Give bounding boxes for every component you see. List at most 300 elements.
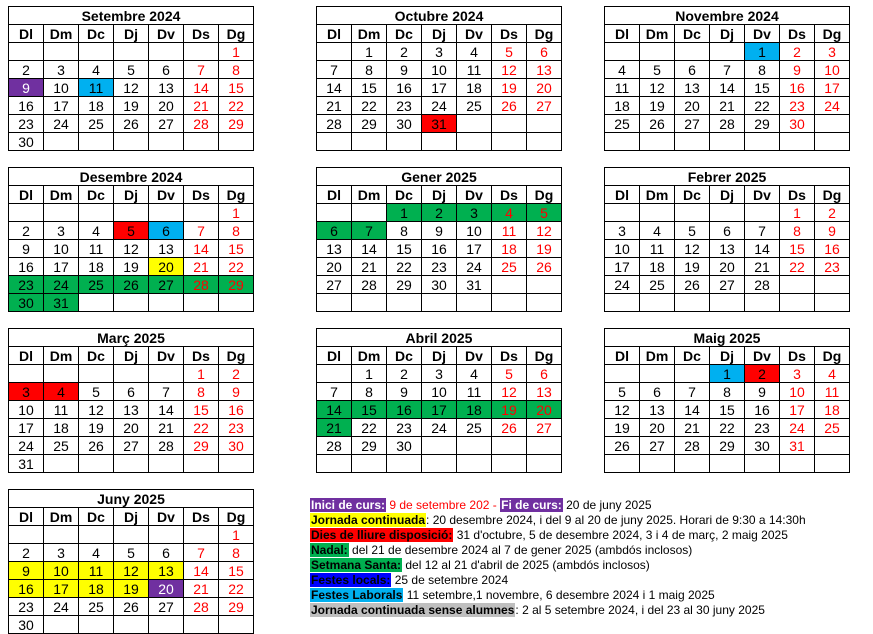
empty-cell xyxy=(184,616,219,634)
day-cell: 28 xyxy=(745,276,780,294)
empty-cell xyxy=(114,455,149,473)
day-cell: 2 xyxy=(815,204,850,222)
weekday-header: Dj xyxy=(422,186,457,204)
day-cell: 6 xyxy=(640,383,675,401)
weekday-header: Dc xyxy=(387,347,422,365)
day-cell: 29 xyxy=(219,276,254,294)
day-cell: 3 xyxy=(780,365,815,383)
empty-cell xyxy=(605,365,640,383)
day-cell: 16 xyxy=(9,97,44,115)
day-cell: 7 xyxy=(745,222,780,240)
weekday-header: Dl xyxy=(605,25,640,43)
day-cell: 25 xyxy=(457,97,492,115)
day-cell: 14 xyxy=(675,401,710,419)
day-cell: 5 xyxy=(114,61,149,79)
weekday-header: Dv xyxy=(457,25,492,43)
day-cell: 23 xyxy=(9,276,44,294)
day-cell: 6 xyxy=(114,383,149,401)
empty-cell xyxy=(640,133,675,151)
day-cell: 12 xyxy=(675,240,710,258)
day-cell: 21 xyxy=(710,97,745,115)
day-cell: 26 xyxy=(79,437,114,455)
fi-text: 20 de juny 2025 xyxy=(562,498,652,512)
empty-cell xyxy=(815,115,850,133)
day-cell: 10 xyxy=(780,383,815,401)
day-cell: 20 xyxy=(710,258,745,276)
day-cell: 2 xyxy=(219,365,254,383)
empty-cell xyxy=(640,204,675,222)
day-cell: 2 xyxy=(9,222,44,240)
weekday-header: Dm xyxy=(44,186,79,204)
weekday-header: Dg xyxy=(527,347,562,365)
day-cell: 18 xyxy=(605,97,640,115)
empty-cell xyxy=(114,204,149,222)
day-cell: 14 xyxy=(710,79,745,97)
weekday-header: Dv xyxy=(745,347,780,365)
day-cell: 20 xyxy=(149,258,184,276)
day-cell: 8 xyxy=(780,222,815,240)
empty-cell xyxy=(492,437,527,455)
day-cell: 8 xyxy=(219,61,254,79)
day-cell: 27 xyxy=(675,115,710,133)
day-cell: 30 xyxy=(9,133,44,151)
day-cell: 17 xyxy=(815,79,850,97)
empty-cell xyxy=(675,43,710,61)
day-cell: 4 xyxy=(605,61,640,79)
day-cell: 27 xyxy=(149,598,184,616)
empty-cell xyxy=(492,133,527,151)
empty-cell xyxy=(317,43,352,61)
day-cell: 20 xyxy=(527,79,562,97)
day-cell: 2 xyxy=(9,61,44,79)
day-cell: 30 xyxy=(780,115,815,133)
day-cell: 26 xyxy=(114,115,149,133)
day-cell: 13 xyxy=(640,401,675,419)
day-cell: 4 xyxy=(79,222,114,240)
legend-row-lliure xyxy=(310,528,806,543)
day-cell: 22 xyxy=(745,97,780,115)
day-cell: 26 xyxy=(527,258,562,276)
weekday-header: Dg xyxy=(219,186,254,204)
day-cell: 31 xyxy=(9,455,44,473)
day-cell: 27 xyxy=(149,276,184,294)
weekday-header: Ds xyxy=(184,186,219,204)
empty-cell xyxy=(114,616,149,634)
empty-cell xyxy=(184,455,219,473)
day-cell: 6 xyxy=(675,61,710,79)
day-cell: 19 xyxy=(114,258,149,276)
day-cell: 9 xyxy=(422,222,457,240)
empty-cell xyxy=(745,294,780,312)
day-cell: 9 xyxy=(9,562,44,580)
month-calendar xyxy=(604,328,850,473)
day-cell: 1 xyxy=(352,43,387,61)
empty-cell xyxy=(710,133,745,151)
day-cell: 5 xyxy=(605,383,640,401)
month-calendar xyxy=(316,6,562,151)
legend xyxy=(310,498,806,618)
empty-cell xyxy=(317,294,352,312)
weekday-header: Dj xyxy=(114,186,149,204)
day-cell: 29 xyxy=(184,437,219,455)
day-cell: 31 xyxy=(457,276,492,294)
empty-cell xyxy=(114,526,149,544)
empty-cell xyxy=(352,455,387,473)
day-cell: 3 xyxy=(422,365,457,383)
weekday-header: Dm xyxy=(44,25,79,43)
empty-cell xyxy=(815,133,850,151)
day-cell: 22 xyxy=(710,419,745,437)
empty-cell xyxy=(815,276,850,294)
day-cell: 15 xyxy=(387,240,422,258)
weekday-header: Dm xyxy=(640,25,675,43)
day-cell: 13 xyxy=(149,240,184,258)
weekday-header: Dl xyxy=(605,186,640,204)
empty-cell xyxy=(675,294,710,312)
day-cell: 22 xyxy=(219,580,254,598)
day-cell: 16 xyxy=(422,240,457,258)
day-cell: 19 xyxy=(114,97,149,115)
weekday-header: Dg xyxy=(815,25,850,43)
empty-cell xyxy=(317,204,352,222)
day-cell: 23 xyxy=(422,258,457,276)
day-cell: 1 xyxy=(219,204,254,222)
empty-cell xyxy=(815,455,850,473)
weekday-header: Dl xyxy=(317,25,352,43)
day-cell: 14 xyxy=(745,240,780,258)
day-cell: 23 xyxy=(780,97,815,115)
day-cell: 22 xyxy=(184,419,219,437)
empty-cell xyxy=(219,133,254,151)
day-cell: 9 xyxy=(387,383,422,401)
locals-label: Festes locals: xyxy=(311,573,391,587)
day-cell: 28 xyxy=(184,598,219,616)
day-cell: 9 xyxy=(219,383,254,401)
day-cell: 16 xyxy=(387,401,422,419)
day-cell: 8 xyxy=(352,61,387,79)
weekday-header: Dc xyxy=(387,186,422,204)
empty-cell xyxy=(44,455,79,473)
day-cell: 18 xyxy=(457,79,492,97)
empty-cell xyxy=(114,133,149,151)
weekday-header: Dl xyxy=(9,508,44,526)
empty-cell xyxy=(422,133,457,151)
day-cell: 5 xyxy=(114,222,149,240)
month-title: Maig 2025 xyxy=(605,329,850,347)
weekday-header: Dg xyxy=(219,508,254,526)
day-cell: 1 xyxy=(387,204,422,222)
day-cell: 29 xyxy=(352,115,387,133)
day-cell: 17 xyxy=(780,401,815,419)
empty-cell xyxy=(79,43,114,61)
legend-row-locals xyxy=(310,573,806,588)
empty-cell xyxy=(527,437,562,455)
day-cell: 19 xyxy=(492,79,527,97)
day-cell: 3 xyxy=(815,43,850,61)
day-cell: 28 xyxy=(149,437,184,455)
weekday-header: Dc xyxy=(675,25,710,43)
empty-cell xyxy=(640,294,675,312)
empty-cell xyxy=(317,133,352,151)
day-cell: 30 xyxy=(745,437,780,455)
nadal-text: del 21 de desembre 2024 al 7 de gener 2025 (ambdós inclosos) xyxy=(348,543,693,557)
day-cell: 7 xyxy=(317,383,352,401)
empty-cell xyxy=(710,204,745,222)
day-cell: 28 xyxy=(352,276,387,294)
day-cell: 15 xyxy=(352,401,387,419)
legend-row-inici xyxy=(310,498,806,513)
day-cell: 7 xyxy=(149,383,184,401)
month-calendar xyxy=(8,489,254,634)
day-cell: 4 xyxy=(79,61,114,79)
empty-cell xyxy=(149,526,184,544)
month-title: Novembre 2024 xyxy=(605,7,850,25)
day-cell: 13 xyxy=(710,240,745,258)
laborals-label: Festes Laborals xyxy=(311,588,403,602)
weekday-header: Dc xyxy=(79,25,114,43)
day-cell: 24 xyxy=(605,276,640,294)
empty-cell xyxy=(79,455,114,473)
day-cell: 8 xyxy=(710,383,745,401)
day-cell: 15 xyxy=(710,401,745,419)
day-cell: 16 xyxy=(815,240,850,258)
day-cell: 17 xyxy=(605,258,640,276)
empty-cell xyxy=(184,43,219,61)
day-cell: 29 xyxy=(219,598,254,616)
empty-cell xyxy=(44,133,79,151)
month-calendar xyxy=(604,6,850,151)
empty-cell xyxy=(780,133,815,151)
day-cell: 14 xyxy=(184,240,219,258)
day-cell: 5 xyxy=(492,43,527,61)
day-cell: 18 xyxy=(79,258,114,276)
weekday-header: Dm xyxy=(352,25,387,43)
month-title: Setembre 2024 xyxy=(9,7,254,25)
weekday-header: Dc xyxy=(387,25,422,43)
day-cell: 5 xyxy=(527,204,562,222)
day-cell: 14 xyxy=(184,79,219,97)
day-cell: 2 xyxy=(745,365,780,383)
day-cell: 8 xyxy=(219,222,254,240)
day-cell: 26 xyxy=(605,437,640,455)
month-title: Abril 2025 xyxy=(317,329,562,347)
day-cell: 13 xyxy=(149,562,184,580)
day-cell: 23 xyxy=(219,419,254,437)
month-calendar xyxy=(604,167,850,312)
empty-cell xyxy=(605,133,640,151)
day-cell: 11 xyxy=(44,401,79,419)
day-cell: 21 xyxy=(352,258,387,276)
empty-cell xyxy=(149,133,184,151)
day-cell: 23 xyxy=(387,97,422,115)
day-cell: 13 xyxy=(675,79,710,97)
empty-cell xyxy=(675,365,710,383)
weekday-header: Dg xyxy=(219,347,254,365)
day-cell: 25 xyxy=(79,598,114,616)
empty-cell xyxy=(317,455,352,473)
empty-cell xyxy=(492,294,527,312)
day-cell: 21 xyxy=(149,419,184,437)
day-cell: 25 xyxy=(79,276,114,294)
day-cell: 10 xyxy=(44,562,79,580)
day-cell: 22 xyxy=(780,258,815,276)
month-calendar xyxy=(8,167,254,312)
weekday-header: Dm xyxy=(44,508,79,526)
day-cell: 11 xyxy=(457,61,492,79)
day-cell: 25 xyxy=(815,419,850,437)
day-cell: 9 xyxy=(387,61,422,79)
day-cell: 19 xyxy=(675,258,710,276)
weekday-header: Dj xyxy=(422,25,457,43)
day-cell: 15 xyxy=(352,79,387,97)
day-cell: 9 xyxy=(9,240,44,258)
weekday-header: Ds xyxy=(780,25,815,43)
day-cell: 8 xyxy=(387,222,422,240)
day-cell: 21 xyxy=(184,97,219,115)
weekday-header: Dl xyxy=(317,347,352,365)
weekday-header: Dj xyxy=(710,347,745,365)
empty-cell xyxy=(317,365,352,383)
weekday-header: Ds xyxy=(780,186,815,204)
day-cell: 29 xyxy=(710,437,745,455)
day-cell: 18 xyxy=(815,401,850,419)
empty-cell xyxy=(184,526,219,544)
empty-cell xyxy=(219,616,254,634)
empty-cell xyxy=(457,294,492,312)
day-cell: 9 xyxy=(780,61,815,79)
locals-text: 25 de setembre 2024 xyxy=(391,573,509,587)
day-cell: 20 xyxy=(114,419,149,437)
day-cell: 11 xyxy=(457,383,492,401)
empty-cell xyxy=(149,43,184,61)
weekday-header: Dg xyxy=(527,186,562,204)
day-cell: 6 xyxy=(149,61,184,79)
day-cell: 17 xyxy=(44,258,79,276)
empty-cell xyxy=(492,455,527,473)
empty-cell xyxy=(675,133,710,151)
day-cell: 27 xyxy=(317,276,352,294)
day-cell: 19 xyxy=(492,401,527,419)
day-cell: 12 xyxy=(114,562,149,580)
lliure-label: Dies de lliure disposició: xyxy=(311,528,453,542)
day-cell: 13 xyxy=(527,61,562,79)
fi-label: Fi de curs: xyxy=(501,498,562,512)
day-cell: 17 xyxy=(422,401,457,419)
day-cell: 4 xyxy=(457,43,492,61)
day-cell: 14 xyxy=(149,401,184,419)
day-cell: 3 xyxy=(44,61,79,79)
weekday-header: Dv xyxy=(745,186,780,204)
weekday-header: Dj xyxy=(422,347,457,365)
day-cell: 16 xyxy=(387,79,422,97)
weekday-header: Dj xyxy=(114,25,149,43)
day-cell: 20 xyxy=(149,97,184,115)
empty-cell xyxy=(640,455,675,473)
day-cell: 12 xyxy=(527,222,562,240)
day-cell: 19 xyxy=(114,580,149,598)
day-cell: 15 xyxy=(745,79,780,97)
day-cell: 24 xyxy=(780,419,815,437)
day-cell: 26 xyxy=(492,97,527,115)
santa-text: del 12 al 21 d'abril de 2025 (ambdós inclosos) xyxy=(402,558,650,572)
day-cell: 1 xyxy=(745,43,780,61)
day-cell: 12 xyxy=(114,79,149,97)
day-cell: 2 xyxy=(387,365,422,383)
day-cell: 24 xyxy=(815,97,850,115)
empty-cell xyxy=(79,204,114,222)
day-cell: 16 xyxy=(219,401,254,419)
empty-cell xyxy=(605,294,640,312)
empty-cell xyxy=(149,294,184,312)
day-cell: 16 xyxy=(745,401,780,419)
day-cell: 12 xyxy=(79,401,114,419)
day-cell: 9 xyxy=(9,79,44,97)
day-cell: 10 xyxy=(9,401,44,419)
day-cell: 10 xyxy=(457,222,492,240)
day-cell: 7 xyxy=(710,61,745,79)
day-cell: 28 xyxy=(675,437,710,455)
day-cell: 2 xyxy=(387,43,422,61)
lliure-text: 31 d'octubre, 5 de desembre 2024, 3 i 4 de març, 2 maig 2025 xyxy=(453,528,788,542)
day-cell: 22 xyxy=(387,258,422,276)
empty-cell xyxy=(149,204,184,222)
sense-text: : 2 al 5 setembre 2024, i del 23 al 30 juny 2025 xyxy=(515,603,765,617)
day-cell: 22 xyxy=(352,419,387,437)
day-cell: 5 xyxy=(492,365,527,383)
jornada-text: : 20 desembre 2024, i del 9 al 20 de juny 2025. Horari de 9:30 a 14:30h xyxy=(426,513,806,527)
empty-cell xyxy=(457,133,492,151)
weekday-header: Dl xyxy=(317,186,352,204)
day-cell: 11 xyxy=(605,79,640,97)
empty-cell xyxy=(422,437,457,455)
weekday-header: Ds xyxy=(492,25,527,43)
day-cell: 7 xyxy=(675,383,710,401)
empty-cell xyxy=(219,294,254,312)
day-cell: 25 xyxy=(44,437,79,455)
day-cell: 15 xyxy=(184,401,219,419)
empty-cell xyxy=(44,365,79,383)
empty-cell xyxy=(780,276,815,294)
day-cell: 21 xyxy=(184,580,219,598)
day-cell: 27 xyxy=(114,437,149,455)
weekday-header: Dm xyxy=(640,186,675,204)
weekday-header: Dj xyxy=(710,25,745,43)
empty-cell xyxy=(387,455,422,473)
day-cell: 4 xyxy=(492,204,527,222)
empty-cell xyxy=(527,133,562,151)
day-cell: 3 xyxy=(457,204,492,222)
day-cell: 6 xyxy=(527,365,562,383)
weekday-header: Dg xyxy=(527,25,562,43)
weekday-header: Dj xyxy=(114,347,149,365)
empty-cell xyxy=(457,455,492,473)
day-cell: 12 xyxy=(640,79,675,97)
empty-cell xyxy=(527,276,562,294)
day-cell: 14 xyxy=(317,79,352,97)
sense-label: Jornada continuada sense alumnes xyxy=(311,603,515,617)
day-cell: 23 xyxy=(745,419,780,437)
weekday-header: Dm xyxy=(352,347,387,365)
legend-row-laborals xyxy=(310,588,806,603)
weekday-header: Dc xyxy=(79,508,114,526)
day-cell: 25 xyxy=(492,258,527,276)
empty-cell xyxy=(44,526,79,544)
weekday-header: Dg xyxy=(815,186,850,204)
day-cell: 17 xyxy=(422,79,457,97)
day-cell: 24 xyxy=(457,258,492,276)
day-cell: 30 xyxy=(387,437,422,455)
day-cell: 19 xyxy=(527,240,562,258)
